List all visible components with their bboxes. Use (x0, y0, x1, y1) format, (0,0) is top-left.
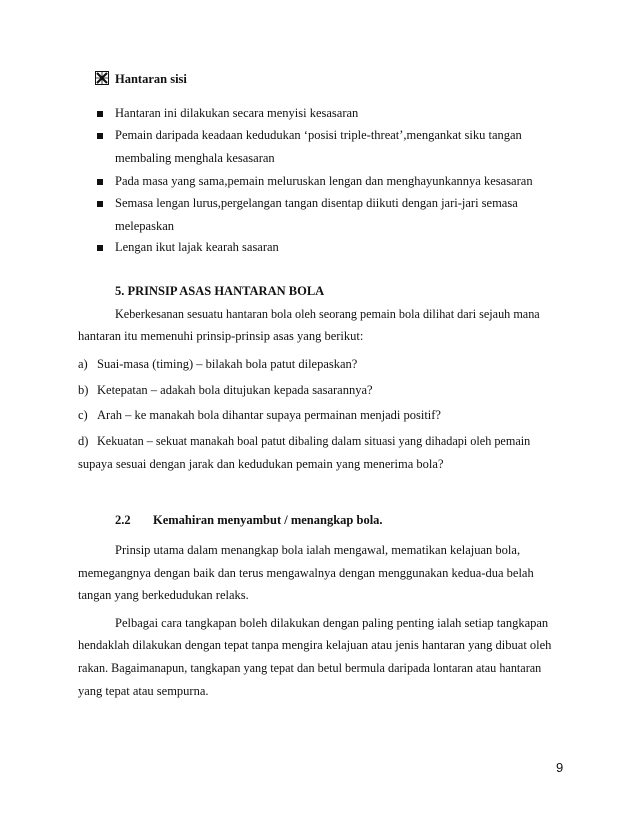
section-heading-prinsip: 5. PRINSIP ASAS HANTARAN BOLA (115, 284, 325, 298)
list-item-marker: c) (78, 408, 88, 422)
bullet-square-icon (97, 133, 103, 139)
bullet-text: Pemain daripada keadaan kedudukan ‘posisi triple-threat’,mengankat siku tangan (115, 128, 522, 142)
paragraph-line: rakan. Bagaimanapun, tangkapan yang tepat dan betul bermula daripada lontaran atau hantaran (78, 661, 542, 675)
page-number: 9 (556, 760, 564, 775)
list-item-marker: b) (78, 383, 89, 397)
bullet-text: Hantaran ini dilakukan secara menyisi kesasaran (115, 106, 359, 120)
list-item-marker: a) (78, 357, 88, 371)
list-item-continuation: supaya sesuai dengan jarak dan kedudukan pemain yang menerima bola? (78, 457, 444, 471)
list-item-text: Ketepatan – adakah bola ditujukan kepada sasarannya? (97, 383, 373, 397)
bullet-text: Semasa lengan lurus,pergelangan tangan disentap diikuti dengan jari-jari semasa (115, 196, 518, 210)
paragraph-line: Pelbagai cara tangkapan boleh dilakukan dengan paling penting ialah setiap tangkapan (115, 616, 549, 630)
paragraph-line: hendaklah dilakukan dengan tepat tanpa mengira kelajuan atau jenis hantaran yang dibuat oleh (78, 638, 552, 652)
list-item-text: Kekuatan – sekuat manakah boal patut dibaling dalam situasi yang dihadapi oleh pemain (97, 434, 531, 448)
bullet-square-icon (97, 245, 103, 251)
paragraph-line: tangan yang berkedudukan relaks. (78, 588, 249, 602)
section-heading-hantaran-sisi: Hantaran sisi (115, 72, 187, 86)
checkbox-x-icon (95, 71, 109, 85)
paragraph-line: yang tepat atau sempurna. (78, 684, 209, 698)
bullet-square-icon (97, 179, 103, 185)
paragraph-line: Keberkesanan sesuatu hantaran bola oleh seorang pemain bola dilihat dari sejauh mana (115, 307, 540, 321)
section-heading-menyambut: Kemahiran menyambut / menangkap bola. (153, 513, 383, 527)
list-item-text: Arah – ke manakah bola dihantar supaya permainan menjadi positif? (97, 408, 441, 422)
paragraph-line: hantaran itu memenuhi prinsip-prinsip asas yang berikut: (78, 329, 364, 343)
paragraph-line: memegangnya dengan baik dan terus mengawalnya dengan menggunakan kedua-dua belah (78, 566, 534, 580)
bullet-square-icon (97, 201, 103, 207)
list-item-marker: d) (78, 434, 89, 448)
bullet-text-continuation: melepaskan (115, 219, 175, 233)
bullet-text: Lengan ikut lajak kearah sasaran (115, 240, 279, 254)
bullet-text-continuation: membaling menghala kesasaran (115, 151, 275, 165)
paragraph-line: Prinsip utama dalam menangkap bola ialah mengawal, mematikan kelajuan bola, (115, 543, 521, 557)
list-item-text: Suai-masa (timing) – bilakah bola patut dilepaskan? (97, 357, 358, 371)
section-number: 2.2 (115, 513, 131, 527)
bullet-square-icon (97, 111, 103, 117)
bullet-text: Pada masa yang sama,pemain meluruskan lengan dan menghayunkannya kesasaran (115, 174, 533, 188)
